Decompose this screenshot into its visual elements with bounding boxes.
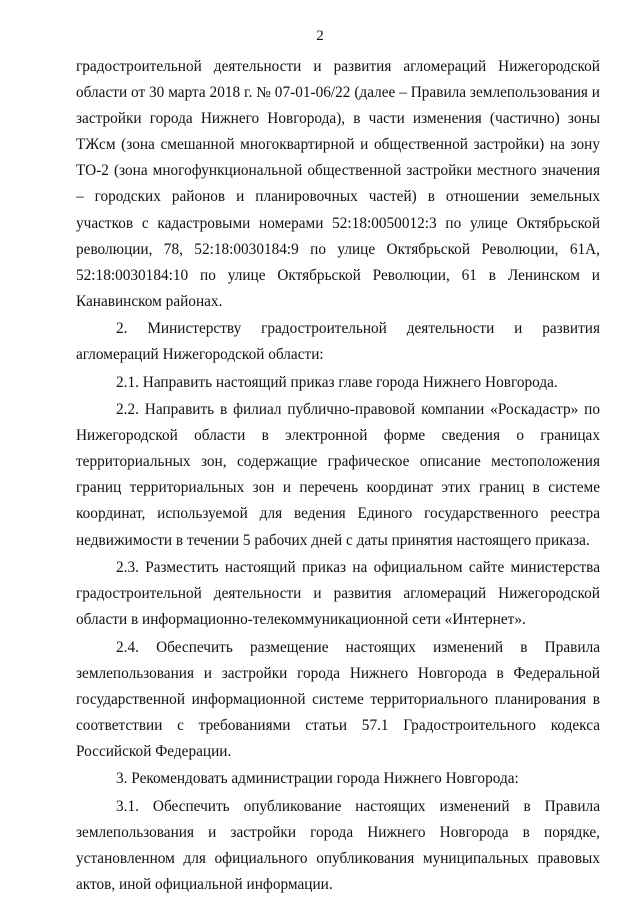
paragraph-item-2: 2. Министерству градостроительной деятельности и развития агломераций Нижегородской области: [76, 320, 600, 364]
paragraph-item-2-2: 2.2. Направить в филиал публично-правовой компании «Роскадастр» по Нижегородской области в электронной форме сведения о границах территориальных зон, содержащие графическое описание местоположения границ территориальных зон и перечень координат этих границ в системе координат, используемой для ведения Единого государственного реестра недвижимости в течении 5 рабочих дней с даты принятия настоящего приказа. [76, 401, 600, 549]
paragraph-item-2-4: 2.4. Обеспечить размещение настоящих изменений в Правила землепользования и застройки города Нижнего Новгорода в Федеральной государственной информационной системе территориального планирования в соответствии с требованиями статьи 57.1 Градостроительного кодекса Российской Федерации. [76, 638, 600, 760]
paragraph-item-3-1: 3.1. Обеспечить опубликование настоящих изменений в Правила землепользования и застройки города Нижнего Новгорода в порядке, установленном для официального опубликования муниципальных правовых актов, иной официальной информации. [76, 797, 600, 893]
document-body [76, 54, 600, 898]
paragraph-item-3: 3. Рекомендовать администрации города Нижнего Новгорода: [116, 770, 519, 788]
paragraph-item-2-3: 2.3. Разместить настоящий приказ на официальном сайте министерства градостроительной деятельности и развития агломераций Нижегородской области в информационно-телекоммуникационной сети «Интернет». [76, 558, 600, 629]
paragraph-item-2-1: 2.1. Направить настоящий приказ главе города Нижнего Новгорода. [116, 373, 558, 391]
paragraph-continuation: градостроительной деятельности и развития агломераций Нижегородской области от 30 марта 2018 г. № 07-01-06/22 (далее – Правила землепользования и застройки города Нижнего Новгорода), в части изменения (частично) зоны ТЖсм (зона смешанной многоквартирной и общественной застройки) на зону ТО-2 (зона многофункциональной общественной застройки местного значения – городских районов и планировочных частей) в отношении земельных участков с кадастровыми номерами 52:18:0050012:3 по улице Октябрьской революции, 78, 52:18:0030184:9 по улице Октябрьской Революции, 61А, 52:18:0030184:10 по улице Октябрьской Революции, 61 в Ленинском и Канавинском районах. [76, 58, 600, 310]
page-number: 2 [316, 28, 324, 44]
